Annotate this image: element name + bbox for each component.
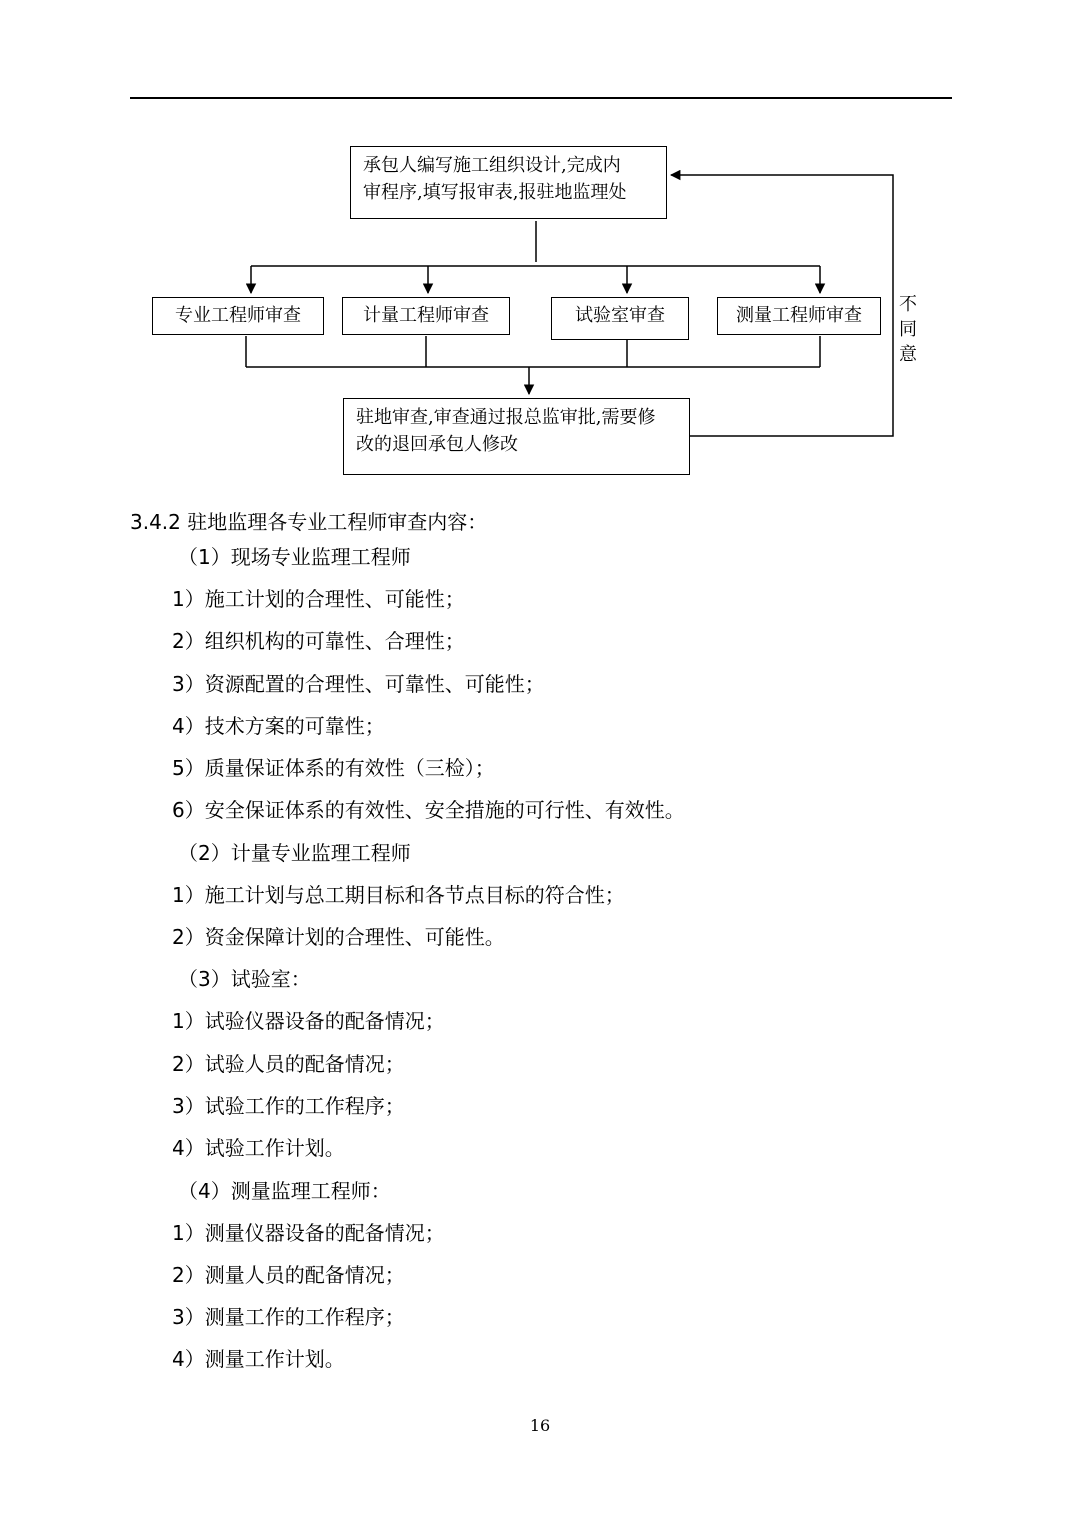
list-item: 3）测量工作的工作程序； [172, 1305, 405, 1330]
submission-box-line-2: 审程序,填写报审表,报驻地监理处 [363, 182, 627, 203]
list-item: 2）试验人员的配备情况； [172, 1051, 405, 1076]
group-title: （4）测量监理工程师： [178, 1178, 391, 1203]
group-metering-engineer [130, 832, 960, 959]
list-item: 2）资金保障计划的合理性、可能性。 [172, 925, 505, 950]
resident-review-line-1: 驻地审查,审查通过报总监审批,需要修 [356, 407, 656, 428]
section-content [130, 508, 960, 1381]
list-item: 3）试验工作的工作程序； [172, 1093, 405, 1118]
resident-review-line-2: 改的退回承包人修改 [356, 434, 518, 455]
list-item: 1）测量仪器设备的配备情况； [172, 1220, 445, 1245]
list-item: 5）质量保证体系的有效性（三检）； [172, 756, 495, 781]
submission-box-line-1: 承包人编写施工组织设计,完成内 [363, 155, 621, 176]
list-item: 4）试验工作计划。 [172, 1136, 345, 1161]
submission-box [350, 146, 667, 219]
disagree-label [899, 292, 919, 367]
list-item: 6）安全保证体系的有效性、安全措施的可行性、有效性。 [172, 798, 685, 823]
disagree-char-3: 意 [899, 344, 917, 365]
reviewer-box-survey: 测量工程师审查 [717, 297, 881, 335]
group-survey-engineer [130, 1170, 960, 1381]
list-item: 4）技术方案的可靠性； [172, 713, 385, 738]
list-item: 4）测量工作计划。 [172, 1347, 345, 1372]
page-number: 16 [529, 1416, 551, 1435]
list-item: 3）资源配置的合理性、可靠性、可能性； [172, 671, 545, 696]
list-item: 1）施工计划的合理性、可能性； [172, 587, 465, 611]
reviewer-box-laboratory: 试验室审查 [551, 297, 689, 340]
group-title: （2）计量专业监理工程师 [178, 840, 411, 865]
list-item: 1）试验仪器设备的配备情况； [172, 1009, 445, 1034]
group-site-engineer [130, 536, 960, 832]
section-heading: 3.4.2 驻地监理各专业工程师审查内容： [130, 510, 488, 534]
list-item: 2）组织机构的可靠性、合理性； [172, 629, 465, 654]
group-title: （1）现场专业监理工程师 [178, 545, 411, 569]
disagree-char-2: 同 [899, 319, 917, 340]
list-item: 2）测量人员的配备情况； [172, 1262, 405, 1287]
group-laboratory [130, 958, 960, 1169]
disagree-char-1: 不 [899, 294, 917, 315]
flowchart [0, 0, 1080, 480]
list-item: 1）施工计划与总工期目标和各节点目标的符合性； [172, 882, 625, 907]
group-title: （3）试验室： [178, 967, 311, 992]
resident-review-box [343, 398, 690, 475]
reviewer-box-metering: 计量工程师审查 [342, 297, 510, 335]
reviewer-box-specialty: 专业工程师审查 [152, 297, 324, 335]
